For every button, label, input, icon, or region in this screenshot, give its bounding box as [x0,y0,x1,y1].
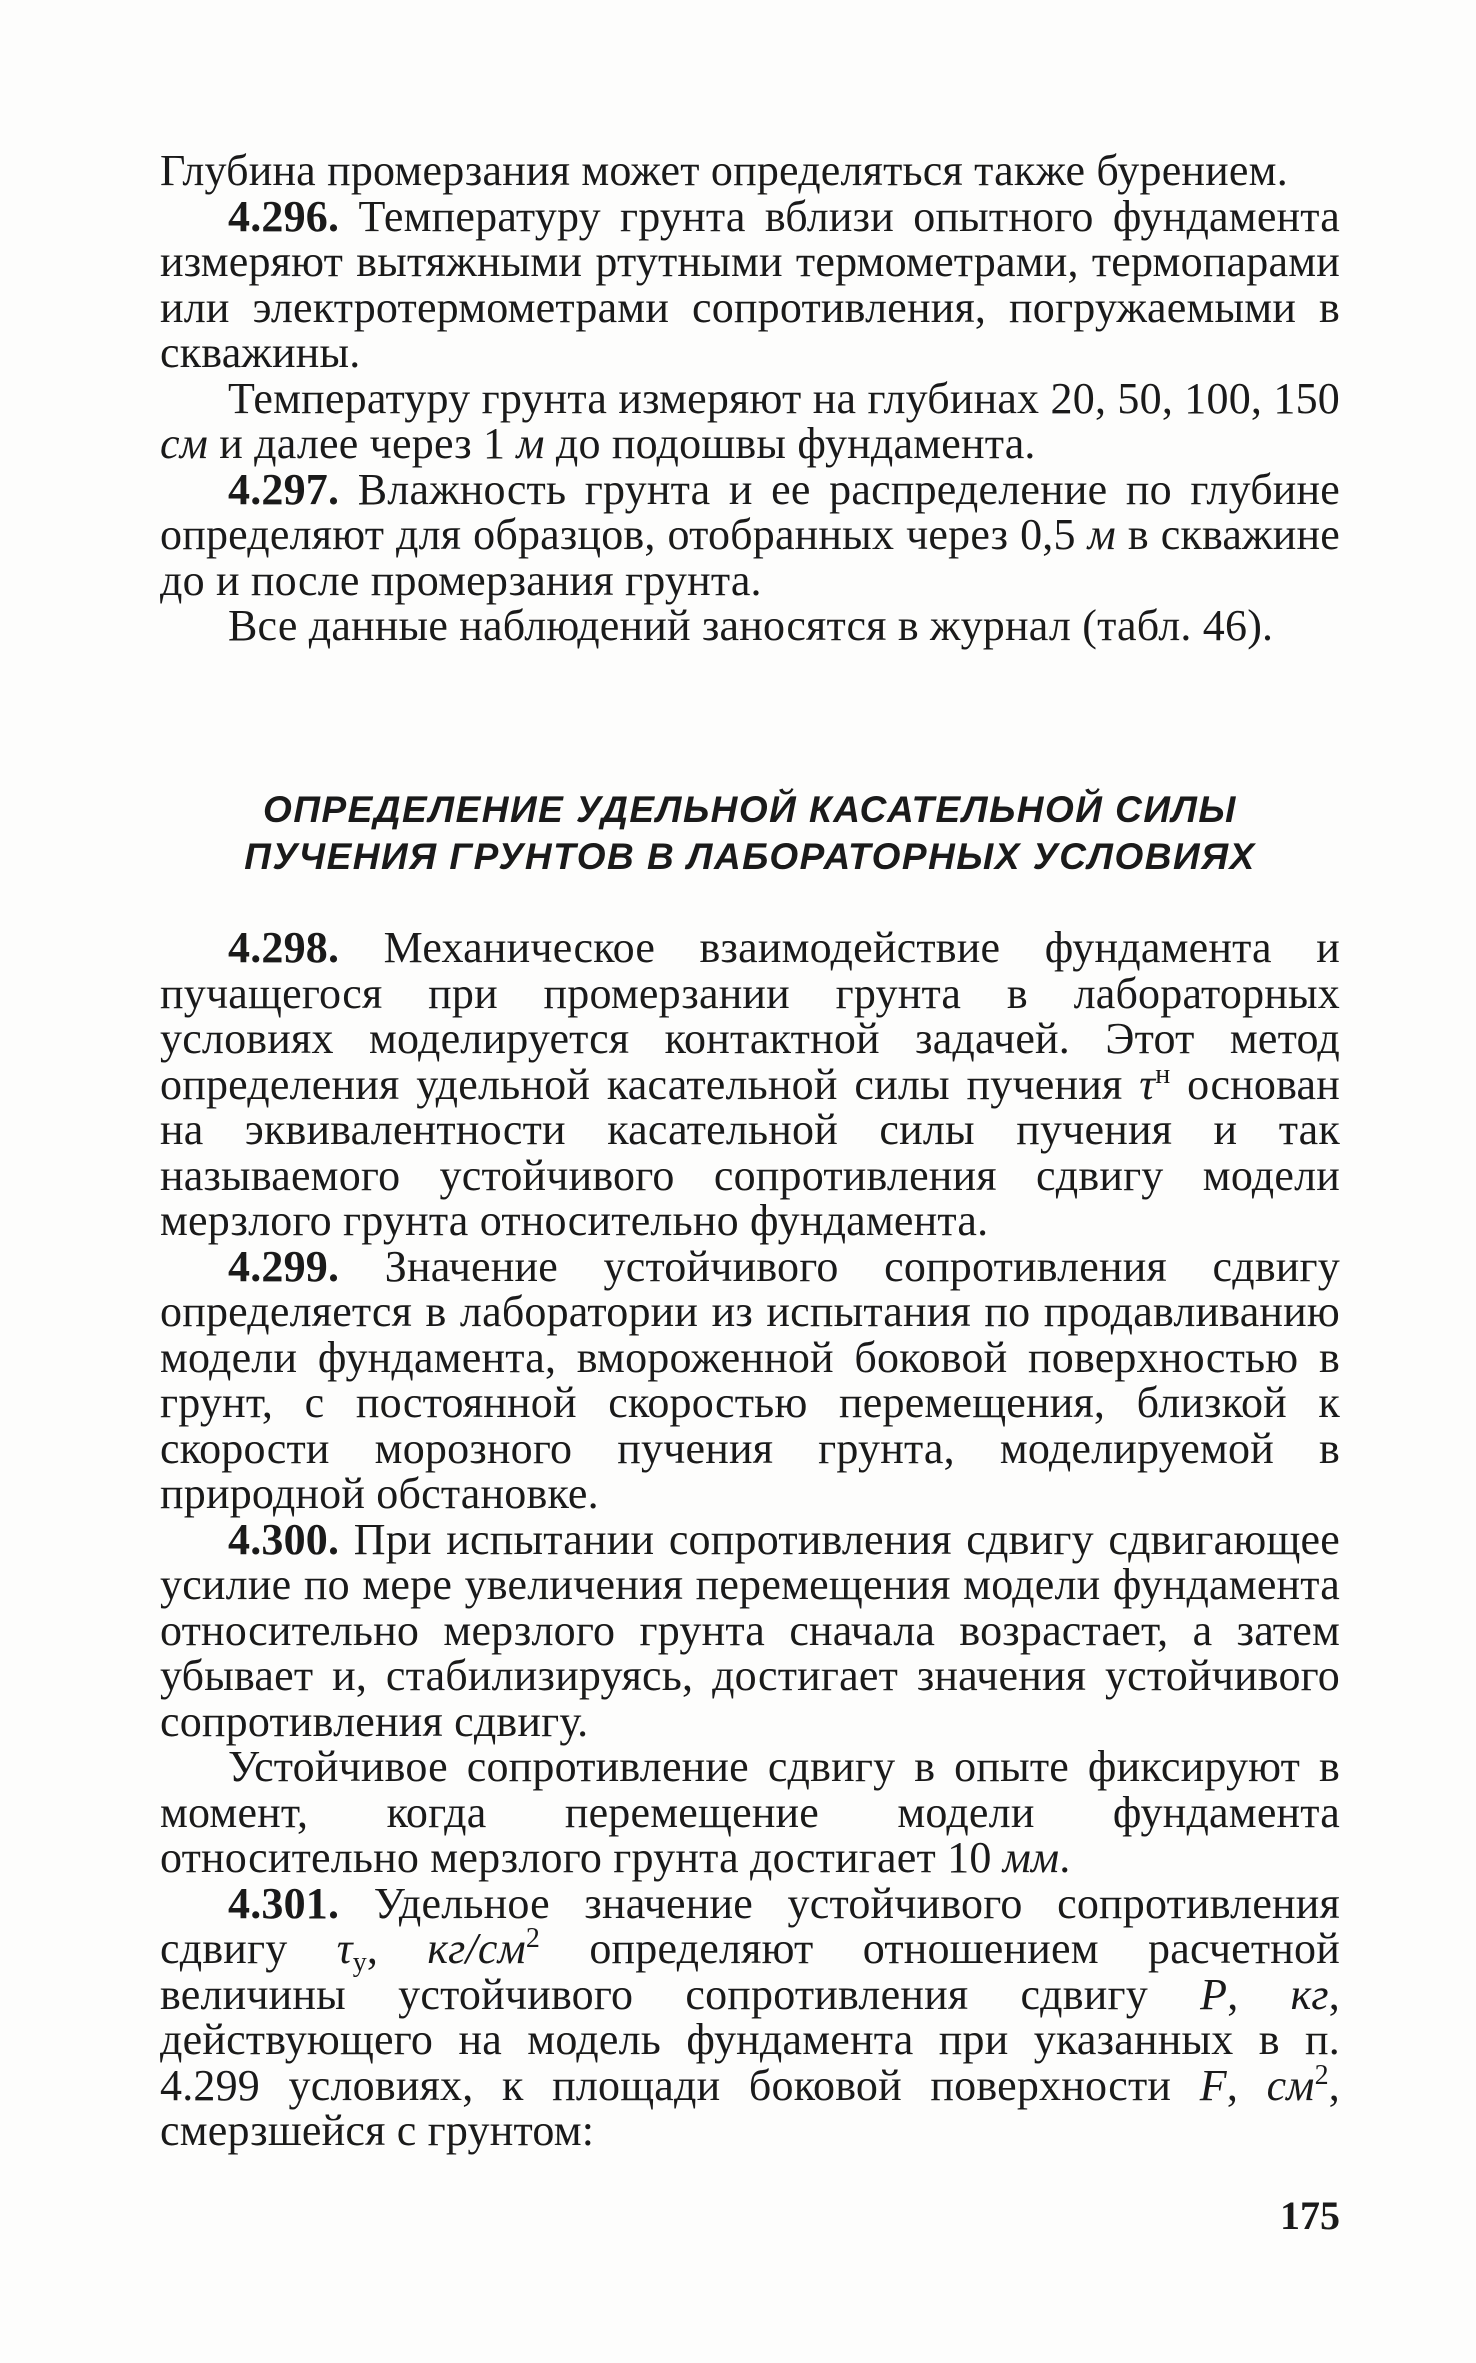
section-heading-line-1: ОПРЕДЕЛЕНИЕ УДЕЛЬНОЙ КАСАТЕЛЬНОЙ СИЛЫ [263,789,1237,830]
unit-label: кг [1290,1969,1329,2019]
paragraph-number: 4.300. [228,1514,340,1564]
tau-symbol: τ [336,1924,353,1973]
unit-label: м [1087,510,1116,559]
tau-superscript: н [1155,1058,1171,1090]
section-heading [160,786,1340,880]
paragraph-number: 4.298. [228,923,340,972]
paragraph-fixation: Устойчивое сопротивление сдвигу в опыте фиксируют в момент, когда перемещение модели фундамента относительно мерзлого грунта достигает 10 мм. [160,1742,1340,1882]
paragraph-number: 4.297. [228,464,340,514]
variable-p: P [1200,1969,1228,2019]
text-block-top [160,148,1340,649]
page-number: 175 [1280,2193,1340,2238]
text-block-bottom [160,925,1340,2154]
paragraph-4-301: 4.301. Удельное значение устойчивого сопротивления сдвигу $\tau_у$, $кг/см^2$ определяют отношением расчетной величины устойчивого сопротивления сдвигу P, кг, действующего на модель фундамента при указанных в п. 4.299 условиях, к площади боковой поверхности F, $см^2$, смерзшейся с грунтом: [160,1878,1340,2155]
variable-f: F [1199,2060,1227,2110]
paragraph-4-299: 4.299. Значение устойчивого сопротивления сдвигу определяется в лаборатории из испытания по продавливанию модели фундамента, вмороженной боковой поверхностью в грунт, с постоянной скоростью перемещения, близкой к скорости морозного пучения грунта, моделируемой в природной обстановке. [160,1241,1340,1518]
unit-label: мм [1002,1833,1060,1882]
paragraph-number: 4.301. [228,1878,340,1928]
unit-label: кг/см [427,1924,526,1973]
unit-superscript: 2 [525,1923,541,1954]
tau-symbol: τ [1139,1059,1156,1109]
paragraph-depths: Температуру грунта измеряют на глубинах 20, 50, 100, 150 см и далее через 1 м до подошвы фундамента. [160,373,1340,468]
unit-label: см [1266,2060,1315,2110]
unit-superscript: 2 [1314,2059,1329,2091]
unit-label: м [516,419,545,468]
unit-label: см [160,419,209,468]
paragraph-number: 4.296. [228,191,340,241]
paragraph-number: 4.299. [228,1241,340,1291]
paragraph-continuation: Глубина промерзания может определяться также бурением. [160,146,1288,195]
tau-subscript: у [352,1947,367,1978]
paragraph-4-300: 4.300. При испытании сопротивления сдвигу сдвигающее усилие по мере увеличения перемещения модели фундамента относительно мерзлого грунта сначала возрастает, а затем убывает и, стабилизируясь, достигает значения устойчивого сопротивления сдвигу. [160,1514,1340,1746]
paragraph-4-296: 4.296. Температуру грунта вблизи опытного фундамента измеряют вытяжными ртутными термометрами, термопарами или электротермометрами сопротивления, погружаемыми в скважины. [160,191,1340,377]
paragraph-4-297: 4.297. Влажность грунта и ее распределение по глубине определяют для образцов, отобранных через 0,5 м в скважине до и после промерзания грунта. [160,464,1340,605]
paragraph-4-298: 4.298. Механическое взаимодействие фундамента и пучащегося при промерзании грунта в лабораторных условиях моделируется контактной задачей. Этот метод определения удельной касательной силы пучения $\tau^н$ основан на эквивалентности касательной силы пучения и так называемого устойчивого сопротивления сдвигу модели мерзлого грунта относительно фундамента. [160,923,1341,1245]
paragraph-journal: Все данные наблюдений заносятся в журнал (табл. 46). [228,601,1274,650]
section-heading-line-2: ПУЧЕНИЯ ГРУНТОВ В ЛАБОРАТОРНЫХ УСЛОВИЯХ [244,836,1256,877]
